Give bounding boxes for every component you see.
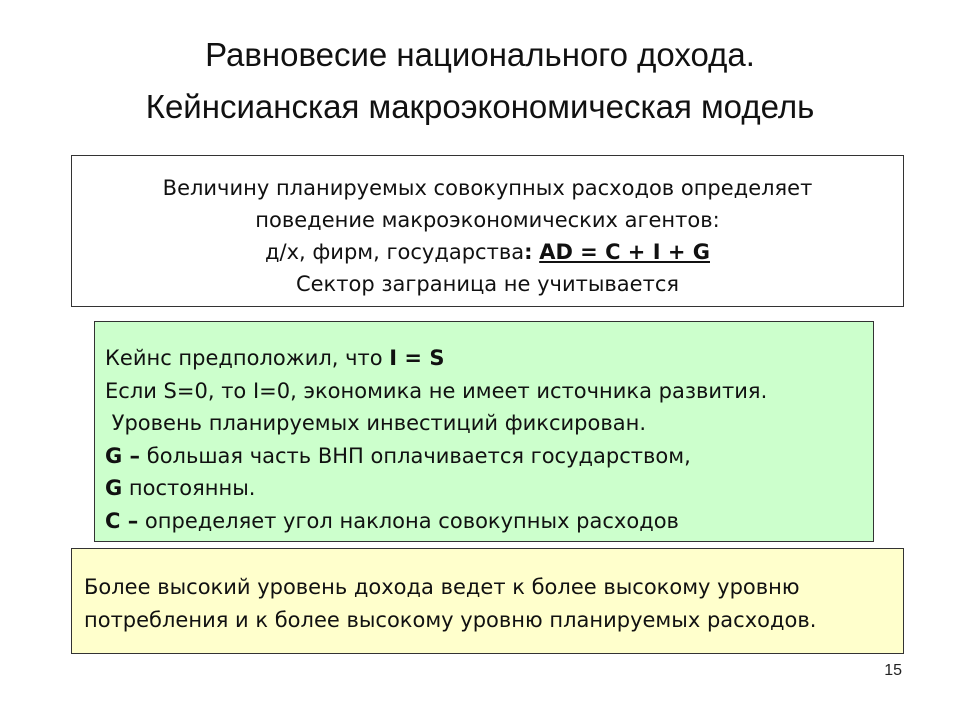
is-formula: I = S: [389, 346, 445, 370]
box1-line-4: Сектор заграница не учитывается: [295, 272, 680, 296]
ad-definition-box: [71, 155, 904, 307]
g-constant-text: постоянны.: [122, 476, 256, 500]
income-conclusion-box: [71, 548, 904, 654]
box2-line-3: Уровень планируемых инвестиций фиксирован.: [105, 411, 647, 435]
box1-line-1: Величину планируемых совокупных расходов определяет: [162, 176, 813, 200]
box2-line-5: [105, 472, 873, 505]
c-label: C –: [105, 508, 139, 533]
g-description: большая часть ВНП оплачивается государством,: [140, 443, 691, 468]
slide-subtitle: Кейнсианская макроэкономическая модель: [145, 88, 815, 125]
keynes-assumptions-box: [94, 321, 874, 542]
box2-line-1-text: Кейнс предположил, что: [105, 346, 390, 370]
box1-line-2: поведение макроэкономических агентов:: [255, 208, 720, 232]
g-label-2: G: [105, 476, 123, 500]
g-label: G –: [105, 443, 141, 468]
box2-line-2: Если S=0, то I=0, экономика не имеет источника развития.: [105, 378, 768, 403]
ad-formula: AD = C + I + G: [539, 240, 710, 264]
box2-line-4: [105, 440, 873, 473]
box1-agents-text: д/х, фирм, государства: [264, 240, 525, 264]
box1-colon: :: [524, 240, 533, 264]
box1-line-3: [72, 236, 903, 268]
box3-line-1: Более высокий уровень дохода ведет к более высокому уровню: [84, 575, 800, 599]
box2-line-1: [105, 342, 873, 375]
box2-line-6: [105, 505, 873, 538]
c-description: определяет угол наклона совокупных расходов: [138, 508, 679, 533]
slide-title: Равновесие национального дохода.: [205, 36, 755, 73]
page-number: 15: [884, 662, 902, 679]
box3-line-2: потребления и к более высокому уровню планируемых расходов.: [84, 608, 817, 632]
